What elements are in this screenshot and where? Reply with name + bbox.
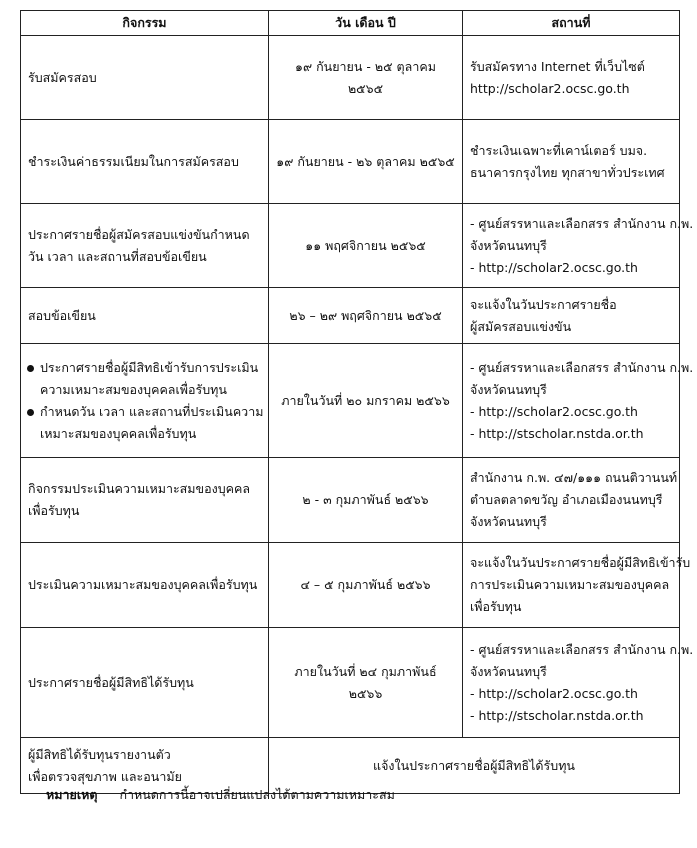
bullet-text: ความเหมาะสมของบุคคลเพื่อรับทุน [40,381,227,397]
place-text: จะแจ้งในวันประกาศรายชื่อผู้มีสิทธิเข้ารับ [470,555,691,570]
place-text: - ศูนย์สรรหาและเลือกสรร สำนักงาน ก.พ. [470,215,694,231]
date-cell: ภายในวันที่ ๒๔ กุมภาพันธ์ ๒๕๖๖ [269,628,463,738]
activity-text: ประกาศรายชื่อผู้มีสิทธิได้รับทุน [28,674,194,690]
table-row [21,120,680,204]
table-row [21,204,680,288]
date-cell: ๑๙ กันยายน - ๒๕ ตุลาคม ๒๕๖๕ [269,36,463,120]
bullet-item [28,401,264,445]
place-text: การประเมินความเหมาะสมของบุคคล [470,577,670,592]
place-text: จังหวัดนนทบุรี [470,663,547,679]
place-text: ตำบลตลาดขวัญ อำเภอเมืองนนทบุรี [470,492,663,507]
date-cell: ภายในวันที่ ๒๐ มกราคม ๒๕๖๖ [269,344,463,458]
activity-cell [21,344,269,458]
activity-cell [21,204,269,288]
place-cell [463,458,680,543]
place-text: ผู้สมัครสอบแข่งขัน [470,318,572,334]
header-place: สถานที่ [463,11,680,36]
activity-text: ประกาศรายชื่อผู้สมัครสอบแข่งขันกำหนด [28,226,250,242]
bullet-item [28,357,261,401]
date-cell: ๑๑ พฤศจิกายน ๒๕๖๕ [269,204,463,288]
header-date: วัน เดือน ปี [269,11,463,36]
place-url: - http://scholar2.ocsc.go.th [470,259,638,275]
place-text: ชำระเงินเฉพาะที่เคาน์เตอร์ บมจ. [470,142,648,158]
place-text: จังหวัดนนทบุรี [470,514,547,529]
place-url: - http://stscholar.nstda.or.th [470,425,644,441]
activity-text: เพื่อตรวจสุขภาพ และอนามัย [28,768,182,784]
footnote [46,785,395,805]
place-text: เพื่อรับทุน [470,599,522,614]
bullet-text: เหมาะสมของบุคคลเพื่อรับทุน [40,425,197,441]
activity-cell [21,288,269,344]
place-cell [463,36,680,120]
activity-text: ประเมินความเหมาะสมของบุคคลเพื่อรับทุน [28,577,258,592]
table-row [21,36,680,120]
activity-cell [21,458,269,543]
place-text: - ศูนย์สรรหาและเลือกสรร สำนักงาน ก.พ. [470,359,694,375]
activity-text: รับสมัครสอบ [28,69,97,85]
activity-cell [21,36,269,120]
place-cell [463,628,694,738]
date-cell: ๒ - ๓ กุมภาพันธ์ ๒๕๖๖ [269,458,463,543]
place-cell [463,204,694,288]
activity-text: ชำระเงินค่าธรรมเนียมในการสมัครสอบ [28,153,239,169]
activity-text: สอบข้อเขียน [28,307,96,323]
date-cell: ๑๙ กันยายน - ๒๖ ตุลาคม ๒๕๖๕ [269,120,463,204]
place-text: - ศูนย์สรรหาและเลือกสรร สำนักงาน ก.พ. [470,641,694,657]
activity-cell [21,543,269,628]
activity-text: ผู้มีสิทธิได้รับทุนรายงานตัว [28,746,171,762]
place-cell [463,120,680,204]
bullet-icon [27,409,34,416]
table-row [21,628,680,738]
place-url: - http://scholar2.ocsc.go.th [470,685,638,701]
place-text: สำนักงาน ก.พ. ๔๗/๑๑๑ ถนนติวานนท์ [470,470,678,485]
table-row [21,288,680,344]
bullet-text: ประกาศรายชื่อผู้มีสิทธิเข้ารับการประเมิน [40,359,259,375]
date-cell: ๔ – ๕ กุมภาพันธ์ ๒๕๖๖ [269,543,463,628]
place-text: จังหวัดนนทบุรี [470,237,547,253]
table-row [21,458,680,543]
place-text: รับสมัครทาง Internet ที่เว็บไซต์ [470,58,645,74]
activity-cell [21,628,269,738]
activity-cell [21,120,269,204]
table-row [21,543,680,628]
place-cell [463,288,680,344]
place-text: จังหวัดนนทบุรี [470,381,547,397]
bullet-text: กำหนดวัน เวลา และสถานที่ประเมินความ [40,403,264,419]
header-activity: กิจกรรม [21,11,269,36]
footnote-text: กำหนดการนี้อาจเปลี่ยนแปลงได้ตามความเหมาะสม [119,787,395,802]
place-cell [463,543,691,628]
table-row [21,344,680,458]
date-cell: ๒๖ – ๒๙ พฤศจิกายน ๒๕๖๕ [269,288,463,344]
table-header-row [21,11,680,36]
merged-date-place-cell: แจ้งในประกาศรายชื่อผู้มีสิทธิได้รับทุน [269,738,680,794]
place-url: - http://stscholar.nstda.or.th [470,707,644,723]
place-text: ธนาคารกรุงไทย ทุกสาขาทั่วประเทศ [470,164,665,180]
place-url: - http://scholar2.ocsc.go.th [470,403,638,419]
place-cell [463,344,694,458]
activity-text: วัน เวลา และสถานที่สอบข้อเขียน [28,248,207,264]
place-url: http://scholar2.ocsc.go.th [470,80,630,96]
footnote-label: หมายเหตุ [46,787,98,802]
place-text: จะแจ้งในวันประกาศรายชื่อ [470,296,617,312]
activity-text: เพื่อรับทุน [28,503,80,518]
bullet-icon [27,365,34,372]
schedule-table [20,10,694,794]
activity-text: กิจกรรมประเมินความเหมาะสมของบุคคล [28,481,251,496]
